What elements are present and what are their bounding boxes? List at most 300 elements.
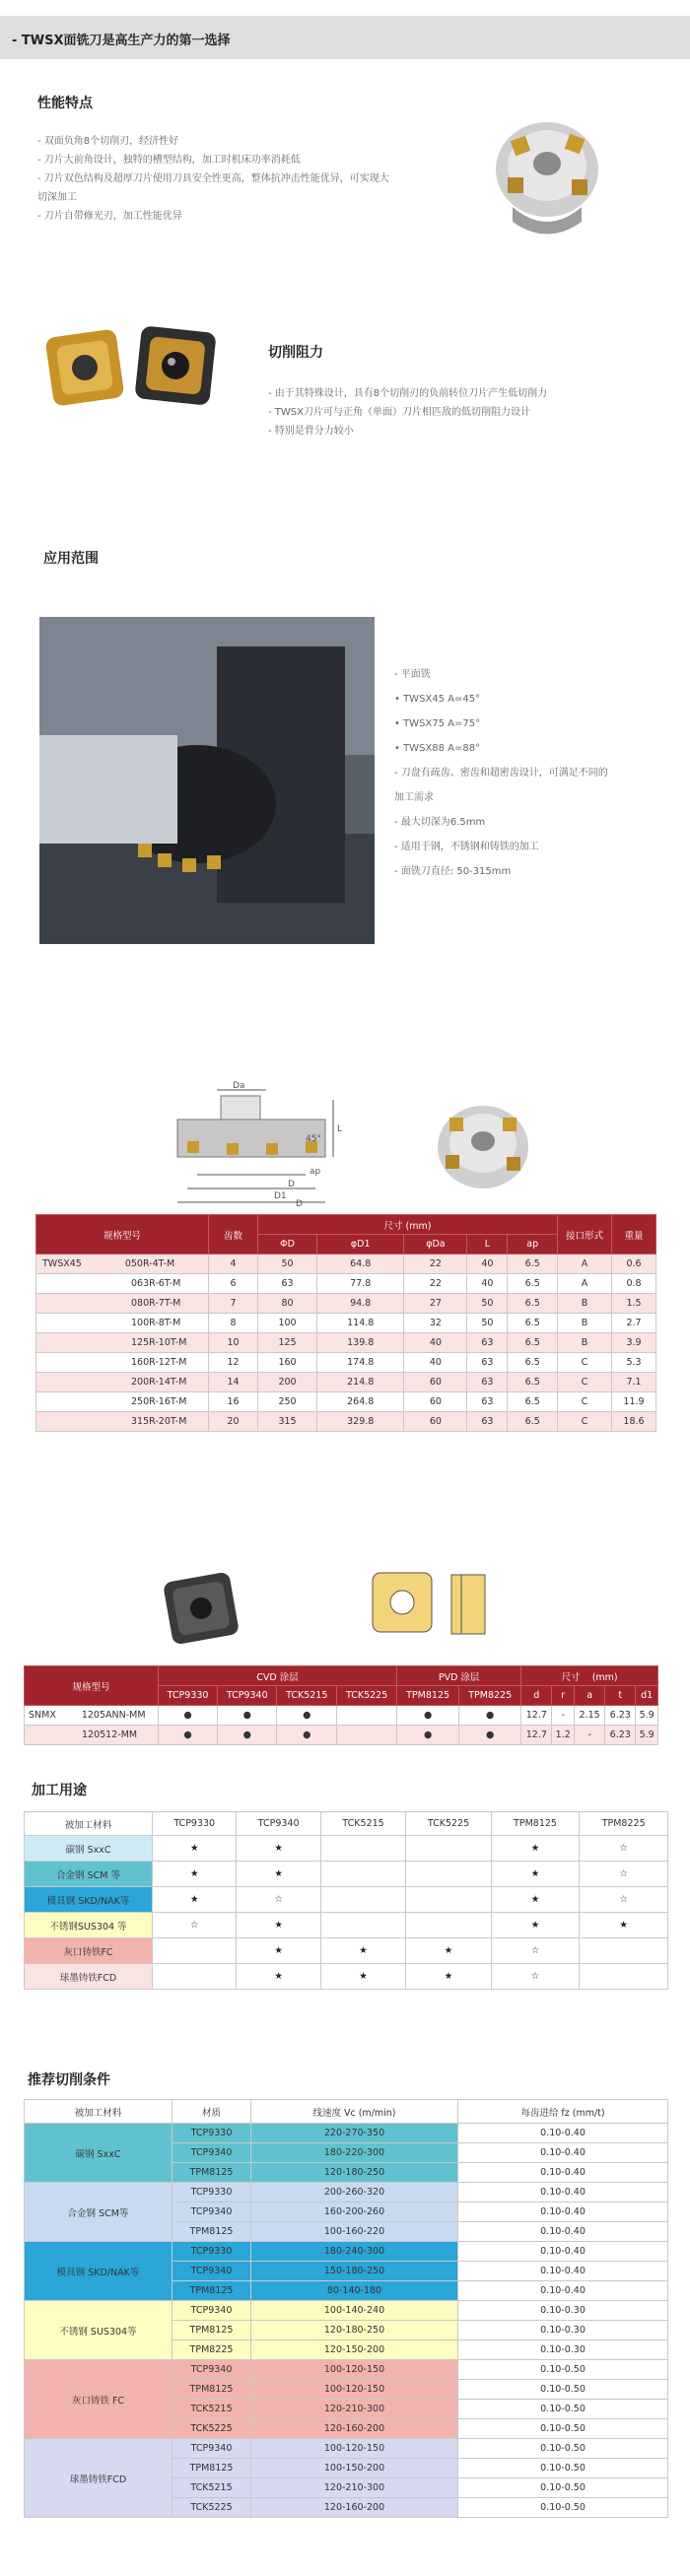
grade-mark: ☆ <box>580 1862 668 1887</box>
feed-cell: 0.10-0.50 <box>458 2459 668 2478</box>
table-cell: 63 <box>467 1412 508 1432</box>
col-header: 接口形式 <box>558 1215 612 1254</box>
table-cell: 20 <box>209 1412 258 1432</box>
model-code: 315R-20T-M <box>131 1416 187 1427</box>
dim-header: d1 <box>636 1686 658 1706</box>
grade-mark: ☆ <box>580 1836 668 1862</box>
speed-cell: 120-180-250 <box>251 2163 458 2183</box>
table-cell: 5.3 <box>612 1353 656 1373</box>
cutter-photo <box>414 1084 552 1212</box>
table-cell: 6 <box>209 1274 258 1294</box>
dim-header: d <box>521 1686 552 1706</box>
grade-header: TCP9340 <box>237 1812 320 1836</box>
grade-cell: TPM8125 <box>172 2459 251 2478</box>
speed-cell: 120-150-200 <box>251 2340 458 2360</box>
grade-mark: ★ <box>237 1938 320 1964</box>
table-cell: 4 <box>209 1254 258 1274</box>
table-row <box>25 1836 668 1862</box>
grade-mark: ★ <box>406 1938 491 1964</box>
application-title: 应用范围 <box>43 551 99 567</box>
grade-mark: ● <box>459 1726 521 1745</box>
table-cell: 174.8 <box>317 1353 404 1373</box>
grade-mark: ● <box>397 1726 459 1745</box>
material-cell: 球墨铸铁FCD <box>25 1964 153 1990</box>
model-code: 1205ANN-MM <box>81 1710 146 1721</box>
grade-mark: ☆ <box>237 1887 320 1913</box>
conditions-title: 推荐切削条件 <box>28 2072 110 2088</box>
table-cell: 125 <box>258 1333 317 1353</box>
usage-table <box>24 1811 668 1990</box>
cutting-item: - TWSX刀片可与正角（单面）刀片相匹敌的低切削阻力设计 <box>268 407 530 418</box>
grade-cell: TPM8125 <box>172 2163 251 2183</box>
table-cell: 63 <box>467 1373 508 1392</box>
cutting-item: - 特别是背分力较小 <box>268 426 354 437</box>
grade-mark: ★ <box>320 1964 405 1990</box>
grade-mark <box>320 1913 405 1938</box>
grade-cell: TPM8125 <box>172 2321 251 2340</box>
table-cell: 329.8 <box>317 1412 404 1432</box>
table-cell: 63 <box>258 1274 317 1294</box>
grade-mark: ★ <box>491 1887 580 1913</box>
grade-mark: ★ <box>153 1862 237 1887</box>
feed-cell: 0.10-0.40 <box>458 2222 668 2242</box>
speed-cell: 180-220-300 <box>251 2143 458 2163</box>
dim-cell: - <box>575 1726 605 1745</box>
grade-header: TPM8125 <box>397 1686 459 1706</box>
col-header: 规格型号 <box>36 1215 209 1254</box>
grade-mark: ● <box>277 1706 337 1726</box>
table-row <box>36 1333 656 1353</box>
model-code: 120512-MM <box>82 1729 138 1740</box>
feed-cell: 0.10-0.40 <box>458 2203 668 2222</box>
table-cell: 63 <box>467 1392 508 1412</box>
table-row <box>25 1964 668 1990</box>
col-header: CVD 涂层 <box>159 1666 397 1686</box>
table-cell: 6.5 <box>508 1412 558 1432</box>
dim-cell: 6.23 <box>605 1726 636 1745</box>
speed-cell: 100-120-150 <box>251 2439 458 2459</box>
grade-cell: TCK5215 <box>172 2400 251 2419</box>
grade-mark: ☆ <box>153 1913 237 1938</box>
grade-mark <box>406 1887 491 1913</box>
model-cell <box>36 1412 209 1432</box>
features-title: 性能特点 <box>37 96 93 111</box>
sub-header: L <box>467 1235 508 1254</box>
speed-cell: 100-150-200 <box>251 2459 458 2478</box>
material-cell: 碳钢 SxxC <box>25 1836 153 1862</box>
material-cell: 合金钢 SCM等 <box>25 2183 172 2242</box>
table-cell: 6.5 <box>508 1373 558 1392</box>
grade-mark: ● <box>459 1706 521 1726</box>
feed-cell: 0.10-0.50 <box>458 2400 668 2419</box>
speed-cell: 100-140-240 <box>251 2301 458 2321</box>
dim-cell: 5.9 <box>636 1706 658 1726</box>
col-header: 被加工材料 <box>25 1812 153 1836</box>
grade-mark: ★ <box>491 1913 580 1938</box>
speed-cell: 180-240-300 <box>251 2242 458 2262</box>
grade-mark: ★ <box>153 1836 237 1862</box>
grade-mark <box>320 1862 405 1887</box>
material-cell: 球墨铸铁FCD <box>25 2439 172 2518</box>
grade-mark <box>153 1964 237 1990</box>
model-cell <box>36 1333 209 1353</box>
table-row <box>25 2360 668 2380</box>
grade-cell: TPM8125 <box>172 2380 251 2400</box>
model-code: 080R-7T-M <box>131 1298 181 1309</box>
diagram-label: Da <box>233 1081 245 1091</box>
table-cell: 94.8 <box>317 1294 404 1314</box>
features-item: - 刀片自带修光刃，加工性能优异 <box>37 211 182 222</box>
table-cell: C <box>558 1353 612 1373</box>
speed-cell: 200-260-320 <box>251 2183 458 2203</box>
feed-cell: 0.10-0.50 <box>458 2380 668 2400</box>
cutting-title: 切削阻力 <box>268 345 323 361</box>
grade-header: TPM8225 <box>459 1686 521 1706</box>
grade-cell: TCP9340 <box>172 2262 251 2281</box>
table-cell: 6.5 <box>508 1274 558 1294</box>
grade-mark: ☆ <box>491 1938 580 1964</box>
table-cell: C <box>558 1392 612 1412</box>
insert-spec-table <box>24 1665 658 1745</box>
table-cell: 60 <box>404 1412 467 1432</box>
table-cell: 18.6 <box>612 1412 656 1432</box>
table-row <box>36 1254 656 1274</box>
grade-mark: ★ <box>237 1964 320 1990</box>
table-cell: 40 <box>404 1353 467 1373</box>
col-header: PVD 涂层 <box>397 1666 521 1686</box>
grade-mark <box>406 1836 491 1862</box>
dim-cell: 5.9 <box>636 1726 658 1745</box>
table-cell: 77.8 <box>317 1274 404 1294</box>
feed-cell: 0.10-0.40 <box>458 2124 668 2143</box>
material-cell: 模具钢 SKD/NAK等 <box>25 1887 153 1913</box>
application-item: 加工需求 <box>394 792 434 803</box>
feed-cell: 0.10-0.30 <box>458 2321 668 2340</box>
material-cell: 灰口铸铁FC <box>25 1938 153 1964</box>
col-header: 规格型号 <box>25 1666 159 1706</box>
table-cell: 264.8 <box>317 1392 404 1412</box>
model-cell <box>36 1392 209 1412</box>
table-cell: 200 <box>258 1373 317 1392</box>
table-row <box>36 1392 656 1412</box>
grade-mark <box>406 1862 491 1887</box>
table-cell: 214.8 <box>317 1373 404 1392</box>
table-cell: 6.5 <box>508 1333 558 1353</box>
grade-cell: TCP9340 <box>172 2360 251 2380</box>
feed-cell: 0.10-0.50 <box>458 2498 668 2518</box>
grade-mark: ★ <box>237 1836 320 1862</box>
material-cell: 合金钢 SCM 等 <box>25 1862 153 1887</box>
diagram-label: 45° <box>306 1134 321 1144</box>
feed-cell: 0.10-0.50 <box>458 2478 668 2498</box>
grade-mark: ★ <box>153 1887 237 1913</box>
usage-title: 加工用途 <box>32 1783 87 1798</box>
face-mill-photo <box>473 99 621 246</box>
cutting-item: - 由于其特殊设计，具有8个切削刃的负前转位刀片产生低切削力 <box>268 388 548 399</box>
table-cell: 0.6 <box>612 1254 656 1274</box>
table-row <box>36 1412 656 1432</box>
grade-mark <box>153 1938 237 1964</box>
speed-cell: 220-270-350 <box>251 2124 458 2143</box>
feed-cell: 0.10-0.30 <box>458 2301 668 2321</box>
col-header: 材质 <box>172 2100 251 2124</box>
table-cell: 40 <box>467 1254 508 1274</box>
diagram-label: L <box>337 1124 343 1134</box>
feed-cell: 0.10-0.40 <box>458 2262 668 2281</box>
table-cell: B <box>558 1294 612 1314</box>
table-cell: A <box>558 1254 612 1274</box>
table-cell: 250 <box>258 1392 317 1412</box>
speed-cell: 80-140-180 <box>251 2281 458 2301</box>
grade-header: TCK5225 <box>406 1812 491 1836</box>
features-list <box>37 132 451 226</box>
table-cell: 0.8 <box>612 1274 656 1294</box>
table-row <box>36 1294 656 1314</box>
table-cell: 1.5 <box>612 1294 656 1314</box>
application-item: • TWSX45 A=45° <box>394 694 481 705</box>
application-item: - 适用于钢，不锈钢和铸铁的加工 <box>394 842 539 852</box>
grade-mark: ● <box>218 1706 277 1726</box>
model-cell <box>25 1726 159 1745</box>
table-row <box>25 2301 668 2321</box>
grade-mark: ● <box>159 1726 218 1745</box>
table-cell: 22 <box>404 1274 467 1294</box>
model-code: 063R-6T-M <box>131 1278 181 1289</box>
table-cell: 63 <box>467 1353 508 1373</box>
table-row <box>36 1314 656 1333</box>
model-cell <box>36 1274 209 1294</box>
grade-mark <box>320 1836 405 1862</box>
table-cell: 60 <box>404 1392 467 1412</box>
feed-cell: 0.10-0.40 <box>458 2281 668 2301</box>
grade-header: TCP9330 <box>159 1686 218 1706</box>
grade-cell: TCP9330 <box>172 2124 251 2143</box>
feed-cell: 0.10-0.50 <box>458 2360 668 2380</box>
table-row <box>36 1353 656 1373</box>
table-row <box>25 2124 668 2143</box>
table-cell: 7.1 <box>612 1373 656 1392</box>
table-cell: 50 <box>258 1254 317 1274</box>
table-cell: 64.8 <box>317 1254 404 1274</box>
table-cell: 6.5 <box>508 1314 558 1333</box>
grade-mark: ☆ <box>491 1964 580 1990</box>
machining-photo <box>39 617 375 944</box>
sub-header: ap <box>508 1235 558 1254</box>
feed-cell: 0.10-0.50 <box>458 2419 668 2439</box>
table-cell: 3.9 <box>612 1333 656 1353</box>
table-cell: 12 <box>209 1353 258 1373</box>
grade-cell: TCK5225 <box>172 2419 251 2439</box>
table-cell: 100 <box>258 1314 317 1333</box>
speed-cell: 100-160-220 <box>251 2222 458 2242</box>
material-cell: 灰口铸铁 FC <box>25 2360 172 2439</box>
grade-header: TCK5215 <box>320 1812 405 1836</box>
application-item: • TWSX75 A=75° <box>394 718 481 729</box>
table-cell: 8 <box>209 1314 258 1333</box>
sub-header: ΦD <box>258 1235 317 1254</box>
insert-drawing <box>365 1565 503 1648</box>
application-item: - 平面铣 <box>394 669 431 680</box>
grade-cell: TCP9340 <box>172 2439 251 2459</box>
table-row <box>25 2183 668 2203</box>
conditions-table <box>24 2099 668 2518</box>
features-item: - 刀片双色结构及超厚刀片使用刀具安全性更高，整体抗冲击性能优异，可实现大 <box>37 173 389 184</box>
speed-cell: 100-120-150 <box>251 2360 458 2380</box>
grade-cell: TCK5225 <box>172 2498 251 2518</box>
speed-cell: 100-120-150 <box>251 2380 458 2400</box>
table-row <box>25 2242 668 2262</box>
table-cell: B <box>558 1314 612 1333</box>
material-cell: 不锈钢SUS304 等 <box>25 1913 153 1938</box>
grade-cell: TCP9340 <box>172 2203 251 2222</box>
col-header: 线速度 Vc (m/min) <box>251 2100 458 2124</box>
grade-mark: ★ <box>491 1836 580 1862</box>
application-item: • TWSX88 A=88° <box>394 743 481 754</box>
model-cell <box>36 1254 209 1274</box>
application-list <box>394 662 680 884</box>
speed-cell: 120-210-300 <box>251 2400 458 2419</box>
grade-cell: TCP9330 <box>172 2242 251 2262</box>
grade-cell: TPM8125 <box>172 2281 251 2301</box>
model-code: 160R-12T-M <box>131 1357 187 1368</box>
grade-header: TCK5225 <box>337 1686 397 1706</box>
feed-cell: 0.10-0.30 <box>458 2340 668 2360</box>
col-header: 尺寸 (mm) <box>258 1215 558 1235</box>
grade-header: TCP9330 <box>153 1812 237 1836</box>
col-header: 齿数 <box>209 1215 258 1254</box>
table-row <box>36 1274 656 1294</box>
series-name: TWSX45 <box>42 1258 82 1269</box>
table-cell: 32 <box>404 1314 467 1333</box>
table-cell: 80 <box>258 1294 317 1314</box>
col-header: 被加工材料 <box>25 2100 172 2124</box>
grade-mark <box>580 1938 668 1964</box>
grade-mark: ● <box>159 1706 218 1726</box>
model-code: 125R-10T-M <box>131 1337 187 1348</box>
table-cell: A <box>558 1274 612 1294</box>
dim-cell: - <box>552 1706 575 1726</box>
model-code: 100R-8T-M <box>131 1318 181 1328</box>
grade-mark: ★ <box>491 1862 580 1887</box>
feed-cell: 0.10-0.40 <box>458 2143 668 2163</box>
dim-cell: 12.7 <box>521 1726 552 1745</box>
model-cell <box>36 1353 209 1373</box>
table-cell: 139.8 <box>317 1333 404 1353</box>
speed-cell: 120-210-300 <box>251 2478 458 2498</box>
model-code: 050R-4T-M <box>124 1258 175 1269</box>
col-header: 尺寸 (mm) <box>521 1666 658 1686</box>
grade-cell: TCK5215 <box>172 2478 251 2498</box>
table-cell: 50 <box>467 1314 508 1333</box>
diagram-label: D1 <box>274 1191 287 1201</box>
grade-mark: ★ <box>320 1938 405 1964</box>
series-name: SNMX <box>29 1710 56 1721</box>
table-row <box>25 1938 668 1964</box>
grade-mark <box>406 1913 491 1938</box>
grade-cell: TCP9340 <box>172 2143 251 2163</box>
table-cell: C <box>558 1412 612 1432</box>
table-cell: B <box>558 1333 612 1353</box>
material-cell: 模具钢 SKD/NAK等 <box>25 2242 172 2301</box>
table-cell: 22 <box>404 1254 467 1274</box>
cutter-spec-table <box>35 1214 656 1432</box>
dim-header: r <box>552 1686 575 1706</box>
table-row <box>25 1862 668 1887</box>
diagram-label: D <box>296 1199 303 1208</box>
grade-header: TPM8225 <box>580 1812 668 1836</box>
features-item: - 双面负角8个切削刃，经济性好 <box>37 136 179 147</box>
speed-cell: 160-200-260 <box>251 2203 458 2222</box>
application-item: - 面铣刀直径: 50-315mm <box>394 866 512 877</box>
table-cell: 27 <box>404 1294 467 1314</box>
table-row <box>25 1706 658 1726</box>
speed-cell: 120-160-200 <box>251 2498 458 2518</box>
grade-mark: ★ <box>406 1964 491 1990</box>
application-item: - 刀盘有疏齿、密齿和超密齿设计，可满足不同的 <box>394 768 608 779</box>
material-cell: 不锈钢 SUS304等 <box>25 2301 172 2360</box>
table-row <box>25 2439 668 2459</box>
cutter-dimension-diagram <box>158 1080 355 1208</box>
diagram-label: ap <box>310 1167 321 1177</box>
table-cell: 6.5 <box>508 1294 558 1314</box>
table-cell: 16 <box>209 1392 258 1412</box>
grade-mark: ● <box>218 1726 277 1745</box>
speed-cell: 150-180-250 <box>251 2262 458 2281</box>
page-header-title: - TWSX面铣刀是高生产力的第一选择 <box>12 34 231 48</box>
grade-header: TCP9340 <box>218 1686 277 1706</box>
model-cell <box>36 1294 209 1314</box>
feed-cell: 0.10-0.40 <box>458 2183 668 2203</box>
inserts-photo <box>39 313 227 422</box>
feed-cell: 0.10-0.40 <box>458 2242 668 2262</box>
grade-header: TCK5215 <box>277 1686 337 1706</box>
grade-cell: TCP9330 <box>172 2183 251 2203</box>
sub-header: φDa <box>404 1235 467 1254</box>
grade-mark <box>320 1887 405 1913</box>
cutting-list <box>268 384 662 441</box>
col-header: 每齿进给 fz (mm/t) <box>458 2100 668 2124</box>
grade-mark: ● <box>397 1706 459 1726</box>
grade-mark: ☆ <box>580 1887 668 1913</box>
feed-cell: 0.10-0.40 <box>458 2163 668 2183</box>
speed-cell: 120-180-250 <box>251 2321 458 2340</box>
dim-cell: 1.2 <box>552 1726 575 1745</box>
grade-cell: TPM8125 <box>172 2222 251 2242</box>
table-cell: 60 <box>404 1373 467 1392</box>
feed-cell: 0.10-0.50 <box>458 2439 668 2459</box>
table-cell: 50 <box>467 1294 508 1314</box>
diagram-label: D <box>288 1180 295 1189</box>
model-code: 250R-16T-M <box>131 1396 187 1407</box>
table-cell: 10 <box>209 1333 258 1353</box>
grade-mark <box>337 1706 397 1726</box>
dim-cell: 2.15 <box>575 1706 605 1726</box>
table-cell: 40 <box>404 1333 467 1353</box>
sub-header: φD1 <box>317 1235 404 1254</box>
table-cell: 6.5 <box>508 1254 558 1274</box>
dim-header: t <box>605 1686 636 1706</box>
table-cell: 11.9 <box>612 1392 656 1412</box>
table-row <box>25 1726 658 1745</box>
grade-mark: ● <box>277 1726 337 1745</box>
table-cell: 114.8 <box>317 1314 404 1333</box>
table-row <box>25 1913 668 1938</box>
grade-cell: TCP9340 <box>172 2301 251 2321</box>
table-cell: 63 <box>467 1333 508 1353</box>
table-cell: 2.7 <box>612 1314 656 1333</box>
dim-header: a <box>575 1686 605 1706</box>
col-header: 重量 <box>612 1215 656 1254</box>
